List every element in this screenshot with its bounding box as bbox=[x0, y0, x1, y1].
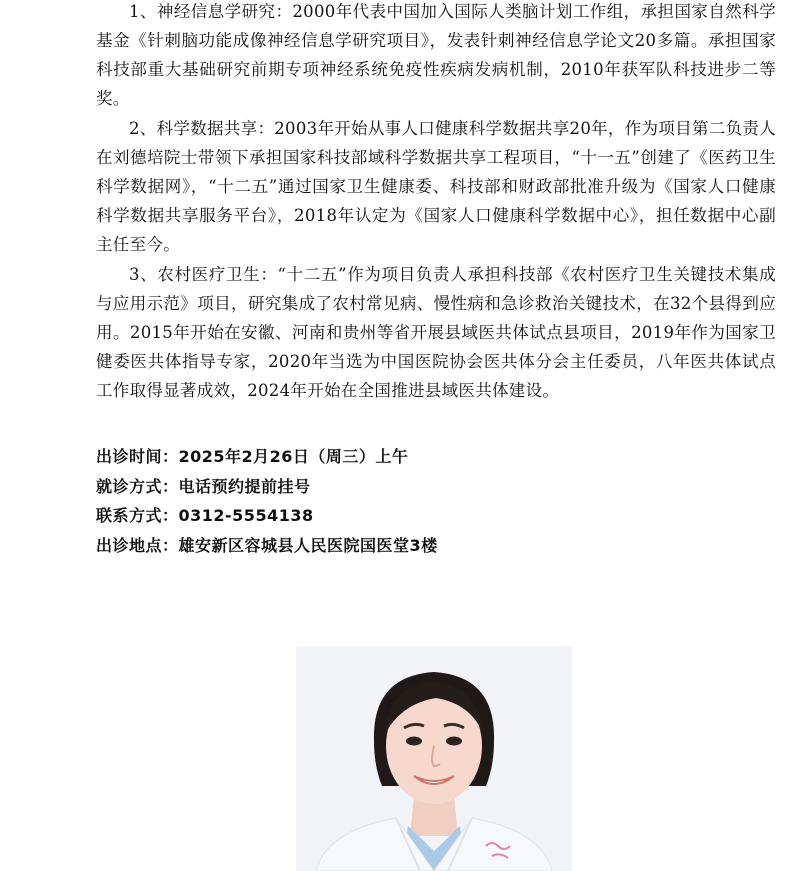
clinic-time: 出诊时间：2025年2月26日（周三）上午 bbox=[96, 447, 409, 466]
paragraph-rural-healthcare: 3、农村医疗卫生：“十二五”作为项目负责人承担科技部《农村医疗卫生关键技术集成与应用示范》项目，研究集成了农村常见病、慢性病和急诊救治关键技术，在32个县得到应用。2015年开始在安徽、河南和贵州等省开展县域医共体试点县项目，2019年作为国家卫健委医共体指导专家，2020年当选为中国医院协会医共体分会主任委员，八年医共体试点工作取得显著成效，2024年开始在全国推进县域医共体建设。 bbox=[96, 265, 776, 400]
visit-method: 就诊方式：电话预约提前挂号 bbox=[96, 477, 311, 496]
doctor-portrait-image bbox=[296, 646, 572, 871]
doctor-photo bbox=[296, 646, 572, 871]
contact-phone: 联系方式：0312-5554138 bbox=[96, 506, 314, 525]
clinic-location: 出诊地点：雄安新区容城县人民医院国医堂3楼 bbox=[96, 536, 438, 555]
paragraph-data-sharing: 2、科学数据共享：2003年开始从事人口健康科学数据共享20年，作为项目第二负责人在刘德培院士带领下承担国家科技部域科学数据共享工程项目，“十一五”创建了《医药卫生科学数据网》，“十二五”通过国家卫生健康委、科技部和财政部批准升级为《国家人口健康科学数据共享服务平台》，2018年认定为《国家人口健康科学数据中心》，担任数据中心副主任至今。 bbox=[96, 119, 776, 254]
paragraph-neuroinformatics: 1、神经信息学研究：2000年代表中国加入国际人类脑计划工作组，承担国家自然科学基金《针刺脑功能成像神经信息学研究项目》，发表针刺神经信息学论文20多篇。承担国家科技部重大基础研究前期专项神经系统免疫性疾病发病机制，2010年获军队科技进步二等奖。 bbox=[96, 2, 776, 108]
